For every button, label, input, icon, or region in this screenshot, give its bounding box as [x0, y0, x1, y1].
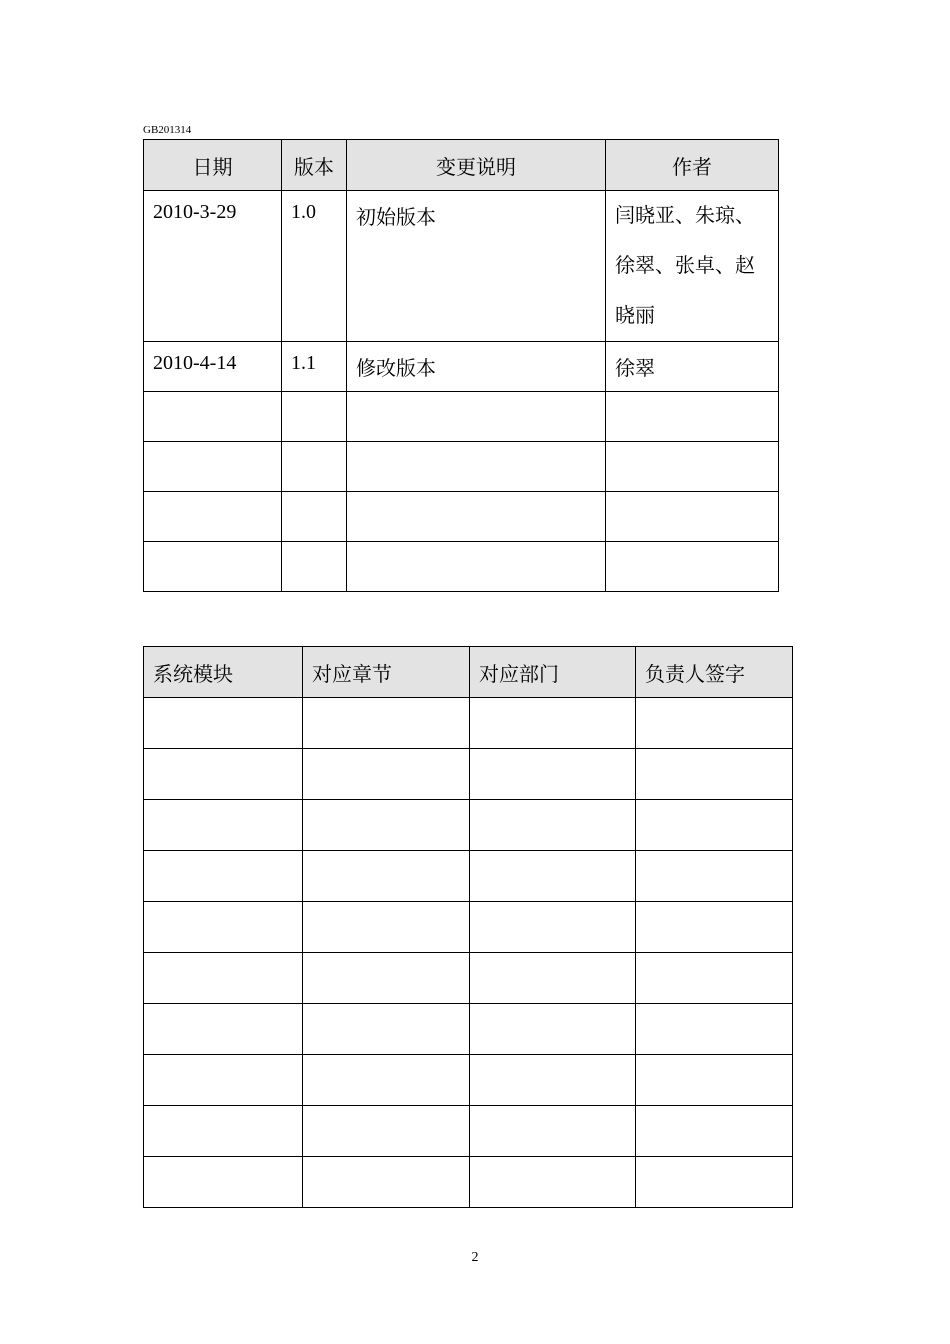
column-header-author: 作者: [606, 140, 779, 191]
cell-department[interactable]: [470, 698, 636, 749]
cell-change-description: [347, 492, 606, 542]
table-row: [144, 442, 779, 492]
table-header-row: [144, 647, 793, 698]
signoff-table: [143, 646, 793, 1208]
page-number: 2: [471, 1250, 479, 1265]
cell-version: [282, 442, 347, 492]
table-row: [144, 953, 793, 1004]
cell-section[interactable]: [303, 749, 470, 800]
column-header-system-module: 系统模块: [144, 647, 303, 698]
cell-signature[interactable]: [636, 1004, 793, 1055]
column-header-section: 对应章节: [303, 647, 470, 698]
table-row: [144, 800, 793, 851]
cell-date: 2010-3-29: [144, 191, 282, 342]
cell-change-description: [347, 392, 606, 442]
table-row: [144, 902, 793, 953]
document-code: GB201314: [143, 124, 192, 136]
cell-signature[interactable]: [636, 902, 793, 953]
cell-signature[interactable]: [636, 749, 793, 800]
column-header-date: 日期: [144, 140, 282, 191]
cell-department[interactable]: [470, 1055, 636, 1106]
cell-author: 徐翠: [606, 342, 779, 392]
cell-author: [606, 442, 779, 492]
cell-version: 1.1: [282, 342, 347, 392]
cell-system-module[interactable]: [144, 1157, 303, 1208]
cell-signature[interactable]: [636, 1106, 793, 1157]
cell-system-module[interactable]: [144, 800, 303, 851]
table-row: [144, 542, 779, 592]
cell-system-module[interactable]: [144, 1055, 303, 1106]
cell-department[interactable]: [470, 800, 636, 851]
column-header-version: 版本: [282, 140, 347, 191]
table-row: [144, 851, 793, 902]
cell-version: [282, 492, 347, 542]
cell-signature[interactable]: [636, 698, 793, 749]
cell-section[interactable]: [303, 902, 470, 953]
cell-date: 2010-4-14: [144, 342, 282, 392]
cell-section[interactable]: [303, 1157, 470, 1208]
cell-system-module[interactable]: [144, 1004, 303, 1055]
cell-change-description: [347, 442, 606, 492]
cell-department[interactable]: [470, 902, 636, 953]
cell-department[interactable]: [470, 851, 636, 902]
table-row: [144, 392, 779, 442]
cell-date: [144, 392, 282, 442]
cell-author: 闫晓亚、朱琼、徐翠、张卓、赵晓丽: [606, 191, 779, 342]
cell-signature[interactable]: [636, 1055, 793, 1106]
cell-department[interactable]: [470, 1157, 636, 1208]
cell-author: [606, 392, 779, 442]
cell-system-module[interactable]: [144, 698, 303, 749]
cell-author: [606, 542, 779, 592]
cell-date: [144, 542, 282, 592]
cell-author: [606, 492, 779, 542]
cell-section[interactable]: [303, 800, 470, 851]
revision-history-table: [143, 139, 779, 592]
cell-change-description: [347, 542, 606, 592]
table-header-row: [144, 140, 779, 191]
table-row: [144, 749, 793, 800]
cell-section[interactable]: [303, 851, 470, 902]
table-row: [144, 1157, 793, 1208]
cell-system-module[interactable]: [144, 749, 303, 800]
cell-department[interactable]: [470, 1004, 636, 1055]
cell-department[interactable]: [470, 953, 636, 1004]
cell-section[interactable]: [303, 1055, 470, 1106]
table-row: [144, 698, 793, 749]
cell-department[interactable]: [470, 1106, 636, 1157]
cell-system-module[interactable]: [144, 851, 303, 902]
cell-section[interactable]: [303, 698, 470, 749]
cell-system-module[interactable]: [144, 902, 303, 953]
cell-version: [282, 542, 347, 592]
table-row: [144, 342, 779, 392]
column-header-change-description: 变更说明: [347, 140, 606, 191]
table-row: [144, 492, 779, 542]
cell-change-description: 初始版本: [347, 191, 606, 342]
cell-system-module[interactable]: [144, 953, 303, 1004]
cell-signature[interactable]: [636, 851, 793, 902]
cell-signature[interactable]: [636, 953, 793, 1004]
cell-version: 1.0: [282, 191, 347, 342]
cell-signature[interactable]: [636, 1157, 793, 1208]
cell-system-module[interactable]: [144, 1106, 303, 1157]
cell-version: [282, 392, 347, 442]
table-row: [144, 191, 779, 342]
cell-date: [144, 492, 282, 542]
cell-section[interactable]: [303, 1106, 470, 1157]
cell-change-description: 修改版本: [347, 342, 606, 392]
cell-signature[interactable]: [636, 800, 793, 851]
cell-section[interactable]: [303, 953, 470, 1004]
table-row: [144, 1055, 793, 1106]
signoff-table-body: [144, 698, 793, 1208]
cell-department[interactable]: [470, 749, 636, 800]
cell-date: [144, 442, 282, 492]
column-header-department: 对应部门: [470, 647, 636, 698]
column-header-signature: 负责人签字: [636, 647, 793, 698]
cell-section[interactable]: [303, 1004, 470, 1055]
table-row: [144, 1106, 793, 1157]
table-row: [144, 1004, 793, 1055]
